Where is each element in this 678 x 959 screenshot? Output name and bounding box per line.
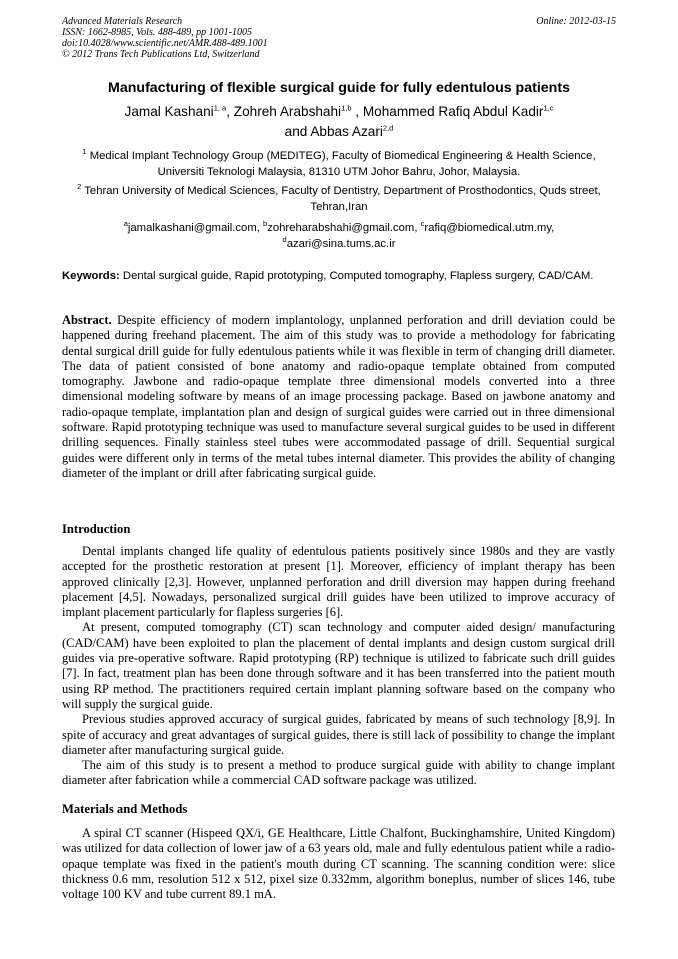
email-address: jamalkashani@gmail.com	[127, 222, 257, 234]
affiliation-2	[62, 183, 616, 215]
email-separator: ,	[414, 222, 421, 234]
affiliation-mark: 2	[77, 182, 82, 192]
email-list	[62, 220, 616, 252]
email-mark: d	[282, 235, 287, 245]
keywords-text: Dental surgical guide, Rapid prototyping, Computed tomography, Flapless surgery, CAD/CAM.	[122, 270, 594, 282]
email-address: zohreharabshahi@gmail.com	[267, 222, 415, 234]
author-name: and Abbas Azari	[284, 124, 383, 139]
journal-doi: doi:10.4028/www.scientific.net/AMR.488-489.1001	[62, 38, 268, 49]
author-separator: ,	[351, 104, 363, 119]
email-mark: a	[123, 219, 128, 229]
author-list	[62, 102, 616, 142]
journal-copyright: © 2012 Trans Tech Publications Ltd, Switzerland	[62, 49, 260, 60]
journal-issn: ISSN: 1662-8985, Vols. 488-489, pp 1001-1005	[62, 27, 252, 38]
paragraph: The aim of this study is to present a method to produce surgical guide with ability to change implant diameter after fabrication while a commercial CAD software package was utilized.	[62, 758, 615, 788]
introduction-heading: Introduction	[62, 522, 131, 536]
email-separator: ,	[256, 222, 264, 234]
methods-body	[62, 826, 615, 902]
author-affil-mark: 1,c	[543, 103, 554, 113]
author-affil-mark: 2,d	[382, 123, 394, 133]
affiliation-1	[62, 148, 616, 180]
email-separator: ,	[551, 222, 555, 234]
affiliation-mark: 1	[82, 147, 87, 157]
author-name: Mohammed Rafiq Abdul Kadir	[362, 104, 544, 119]
keywords	[62, 269, 615, 284]
journal-header	[62, 16, 268, 60]
abstract-text: Despite efficiency of modern implantology, unplanned perforation and drill deviation could be happened during freehand placement. The aim of this study was to provide a methodology for fabricating dental surgical drill guide for fully edentulous patients while it was flexible in term of changing drill diameter. The data of patient consisted of bone anatomy and radio-opaque template obtained from computed tomography. Jawbone and radio-opaque template three dimensional models converted into a three dimensional modeling software by means of an image processing package. Based on jawbone anatomy and radio-opaque template, implantation plan and design of surgical guides were carried out in three dimensional software. Rapid prototyping technique was used to manufacture several surgical guides to be used in different drilling sequences. Finally stainless steel tubes were accommodated passage of drill. Sequential surgical guides were different only in terms of the metal tubes internal diameter. This provides the ability of changing diameter of the implant or drill after fabricating surgical guide.	[62, 313, 616, 480]
author-separator: ,	[226, 104, 234, 119]
paragraph: Previous studies approved accuracy of surgical guides, fabricated by means of such technology [8,9]. In spite of accuracy and great advantages of surgical guides, there is still lack of possibility to change the implant diameter after manufacturing surgical guide.	[62, 712, 615, 757]
author-name: Jamal Kashani	[124, 104, 214, 119]
paragraph: Dental implants changed life quality of edentulous patients positively since 1980s and they are vastly accepted for the prosthetic restoration at present [1]. Moreover, efficiency of implant therapy has been approved clinically [2,3]. However, unplanned perforation and drill diversion may happen during freehand placement [4,5]. Nowadays, personalized surgical drill guides have been utilized to improve accuracy of implant placement particularly for flapless surgeries [6].	[62, 544, 615, 620]
abstract-label: Abstract.	[62, 313, 112, 327]
abstract	[62, 313, 615, 481]
methods-heading: Materials and Methods	[62, 802, 188, 816]
email-address: rafiq@biomedical.utm.my	[424, 222, 552, 234]
paper-title: Manufacturing of flexible surgical guide for fully edentulous patients	[108, 80, 570, 96]
email-address: azari@sina.tums.ac.ir	[286, 238, 396, 250]
online-date: Online: 2012-03-15	[536, 16, 616, 27]
author-affil-mark: 1, a	[213, 103, 227, 113]
journal-name: Advanced Materials Research	[62, 16, 183, 27]
email-mark: b	[263, 219, 268, 229]
affiliation-text: Medical Implant Technology Group (MEDITEG), Faculty of Biomedical Engineering & Health Science, Universiti Teknologi Malaysia, 81310 UTM Johor Bahru, Johor, Malaysia.	[89, 150, 596, 178]
paragraph: At present, computed tomography (CT) scan technology and computer aided design/ manufacturing (CAD/CAM) have been exploited to plan the placement of dental implants and design custom surgical drill guides via pre-operative software. Rapid prototyping (RP) technique is utilized to fabricate such drill guides [7]. In fact, treatment plan has been done through software and it has been transferred into the patient mouth using RP method. The practitioners required certain implant planning software based on the company who will supply the surgical guide.	[62, 620, 615, 711]
paragraph: A spiral CT scanner (Hispeed QX/i, GE Healthcare, Little Chalfont, Buckinghamshire, United Kingdom) was utilized for data collection of lower jaw of a 63 years old, male and fully edentulous patient while a radio-opaque template was fixed in the patient's mouth during CT scanning. The scanning condition were: slice thickness 0.6 mm, resolution 512 x 512, pixel size 0.332mm, algorithm boneplus, number of slices 146, tube voltage 100 KV and tube current 89.1 mA.	[62, 826, 615, 902]
email-mark: c	[420, 219, 425, 229]
author-name: Zohreh Arabshahi	[233, 104, 342, 119]
keywords-label: Keywords:	[62, 270, 120, 282]
author-affil-mark: 1,b	[341, 103, 352, 113]
affiliation-text: Tehran University of Medical Sciences, Faculty of Dentistry, Department of Prosthodontics, Quds street, Tehran,Iran	[84, 185, 601, 213]
introduction-body	[62, 544, 615, 789]
